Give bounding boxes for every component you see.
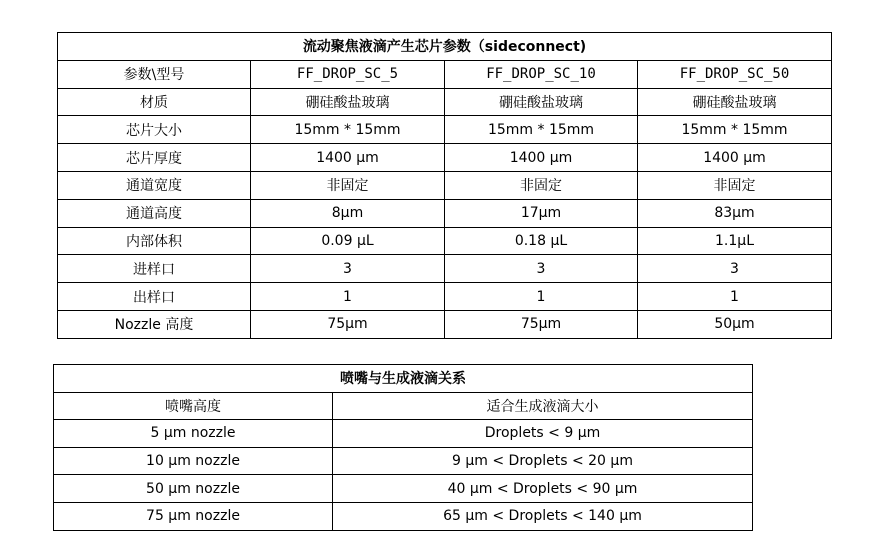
table-cell: 15mm * 15mm: [445, 116, 638, 144]
table-header-row: [54, 392, 753, 420]
table-cell: 15mm * 15mm: [638, 116, 832, 144]
header-cell: FF_DROP_SC_10: [445, 60, 638, 88]
row-label: 进样口: [58, 255, 251, 283]
header-cell: 适合生成液滴大小: [333, 392, 753, 420]
row-label: Nozzle 高度: [58, 310, 251, 338]
table-row: [54, 447, 753, 475]
table-row: [58, 88, 832, 116]
table-row: [58, 227, 832, 255]
table-cell: 非固定: [445, 171, 638, 199]
table-row: [58, 310, 832, 338]
table-cell: 1400 μm: [251, 144, 445, 172]
table-cell: 15mm * 15mm: [251, 116, 445, 144]
header-cell: FF_DROP_SC_50: [638, 60, 832, 88]
table-cell: 1: [251, 283, 445, 311]
table-cell: 83μm: [638, 199, 832, 227]
table-cell: 1400 μm: [638, 144, 832, 172]
table-row: [58, 283, 832, 311]
table-cell: 75μm: [445, 310, 638, 338]
table-cell: 9 μm < Droplets < 20 μm: [333, 447, 753, 475]
header-cell: FF_DROP_SC_5: [251, 60, 445, 88]
row-label: 出样口: [58, 283, 251, 311]
header-cell: 参数\型号: [58, 60, 251, 88]
table-cell: 75μm: [251, 310, 445, 338]
table-title-row: [58, 33, 832, 61]
table-row: [54, 420, 753, 448]
table-header-row: [58, 60, 832, 88]
row-label: 内部体积: [58, 227, 251, 255]
table-cell: 非固定: [251, 171, 445, 199]
row-label: 通道高度: [58, 199, 251, 227]
table-title-row: [54, 365, 753, 393]
table-row: [58, 255, 832, 283]
table-cell: Droplets < 9 μm: [333, 420, 753, 448]
table-cell: 5 μm nozzle: [54, 420, 333, 448]
table-cell: 40 μm < Droplets < 90 μm: [333, 475, 753, 503]
row-label: 通道宽度: [58, 171, 251, 199]
table-row: [58, 116, 832, 144]
table-cell: 10 μm nozzle: [54, 447, 333, 475]
row-label: 芯片大小: [58, 116, 251, 144]
table-cell: 17μm: [445, 199, 638, 227]
table-cell: 1: [638, 283, 832, 311]
row-label: 芯片厚度: [58, 144, 251, 172]
table-cell: 3: [251, 255, 445, 283]
table-row: [58, 144, 832, 172]
table-title: 喷嘴与生成液滴关系: [54, 365, 753, 393]
table-row: [58, 171, 832, 199]
table-cell: 1: [445, 283, 638, 311]
table-cell: 75 μm nozzle: [54, 502, 333, 530]
table-cell: 硼硅酸盐玻璃: [445, 88, 638, 116]
table-cell: 非固定: [638, 171, 832, 199]
nozzle-droplet-table: [53, 364, 753, 531]
chip-params-table: [57, 32, 832, 339]
table-cell: 1400 μm: [445, 144, 638, 172]
table-cell: 硼硅酸盐玻璃: [638, 88, 832, 116]
table-cell: 3: [638, 255, 832, 283]
table-cell: 50μm: [638, 310, 832, 338]
row-label: 材质: [58, 88, 251, 116]
table-cell: 3: [445, 255, 638, 283]
table-cell: 硼硅酸盐玻璃: [251, 88, 445, 116]
table-row: [54, 475, 753, 503]
table-title: 流动聚焦液滴产生芯片参数（sideconnect): [58, 33, 832, 61]
table-cell: 0.09 μL: [251, 227, 445, 255]
table-cell: 50 μm nozzle: [54, 475, 333, 503]
table-cell: 8μm: [251, 199, 445, 227]
header-cell: 喷嘴高度: [54, 392, 333, 420]
table-cell: 1.1μL: [638, 227, 832, 255]
table-row: [58, 199, 832, 227]
table-cell: 65 μm < Droplets < 140 μm: [333, 502, 753, 530]
table-cell: 0.18 μL: [445, 227, 638, 255]
table-row: [54, 502, 753, 530]
